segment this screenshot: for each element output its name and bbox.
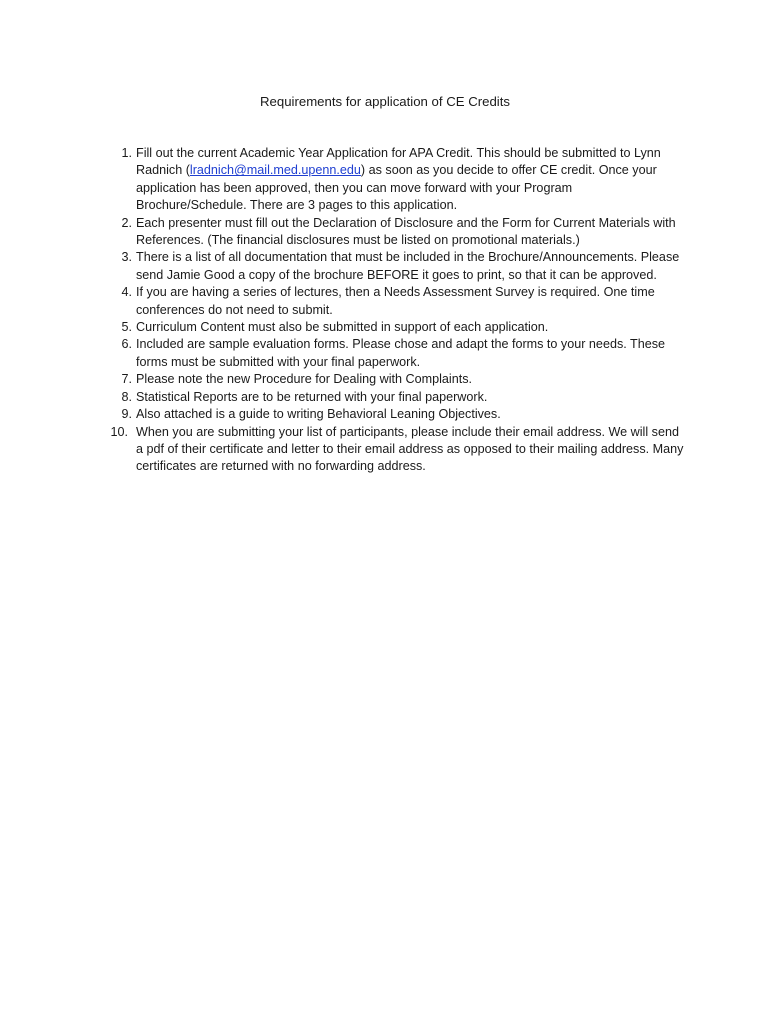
list-item-number: 1. (121, 146, 132, 160)
list-item-number: 3. (121, 250, 132, 265)
list-item-text-after: ) as soon as you decide to offer CE credit. Once your application has been approved, then you can move forward with your Program Brochure/Schedule. There are 3 pages to this application. (136, 163, 657, 213)
list-item-number: 6. (121, 337, 132, 352)
list-item (110, 371, 685, 388)
list-item (110, 319, 685, 336)
list-item-text: When you are submitting your list of participants, please include their email address. We will send a pdf of their certificate and letter to their email address as opposed to their mailing address. Many certificates are returned with no forwarding address. (136, 424, 684, 474)
list-item-text: If you are having a series of lectures, then a Needs Assessment Survey is required. One time conferences do not need to submit. (136, 285, 655, 317)
list-item-number: 10. (110, 424, 128, 439)
list-item-text: Statistical Reports are to be returned with your final paperwork. (136, 389, 488, 404)
list-item-number: 2. (121, 215, 132, 230)
list-item (110, 215, 685, 250)
list-item (110, 336, 685, 371)
list-item-text: There is a list of all documentation that must be included in the Brochure/Announcements. Please send Jamie Good a copy of the brochure BEFORE it goes to print, so that it can be approved. (136, 250, 680, 282)
list-item-text: Please note the new Procedure for Dealing with Complaints. (136, 372, 473, 387)
list-item-number: 5. (121, 320, 132, 335)
list-item-text: Included are sample evaluation forms. Please chose and adapt the forms to your needs. These forms must be submitted with your final paperwork. (136, 337, 666, 369)
list-item (110, 406, 685, 423)
list-item (110, 424, 685, 476)
list-item-number: 8. (121, 389, 132, 404)
list-item-text: Each presenter must fill out the Declaration of Disclosure and the Form for Current Materials with References. (The financial disclosures must be listed on promotional materials.) (136, 215, 676, 248)
list-item (110, 284, 685, 319)
page-title: Requirements for application of CE Credits (260, 94, 510, 109)
list-item-text (136, 145, 685, 215)
email-link[interactable]: lradnich@mail.med.upenn.edu (189, 163, 361, 178)
list-item-text: Also attached is a guide to writing Behavioral Leaning Objectives. (136, 407, 501, 422)
list-item-number: 4. (121, 285, 132, 300)
list-item (110, 145, 685, 215)
list-item-text: Curriculum Content must also be submitted in support of each application. (136, 320, 549, 335)
list-item-number: 9. (121, 407, 132, 422)
list-item-text-before: Fill out the current Academic Year Application for APA Credit. This should be submitted to Lynn Radnich ( (136, 146, 661, 178)
list-item-number: 7. (121, 372, 132, 387)
list-item (110, 389, 685, 406)
list-item (110, 249, 685, 284)
requirements-list (110, 145, 685, 476)
